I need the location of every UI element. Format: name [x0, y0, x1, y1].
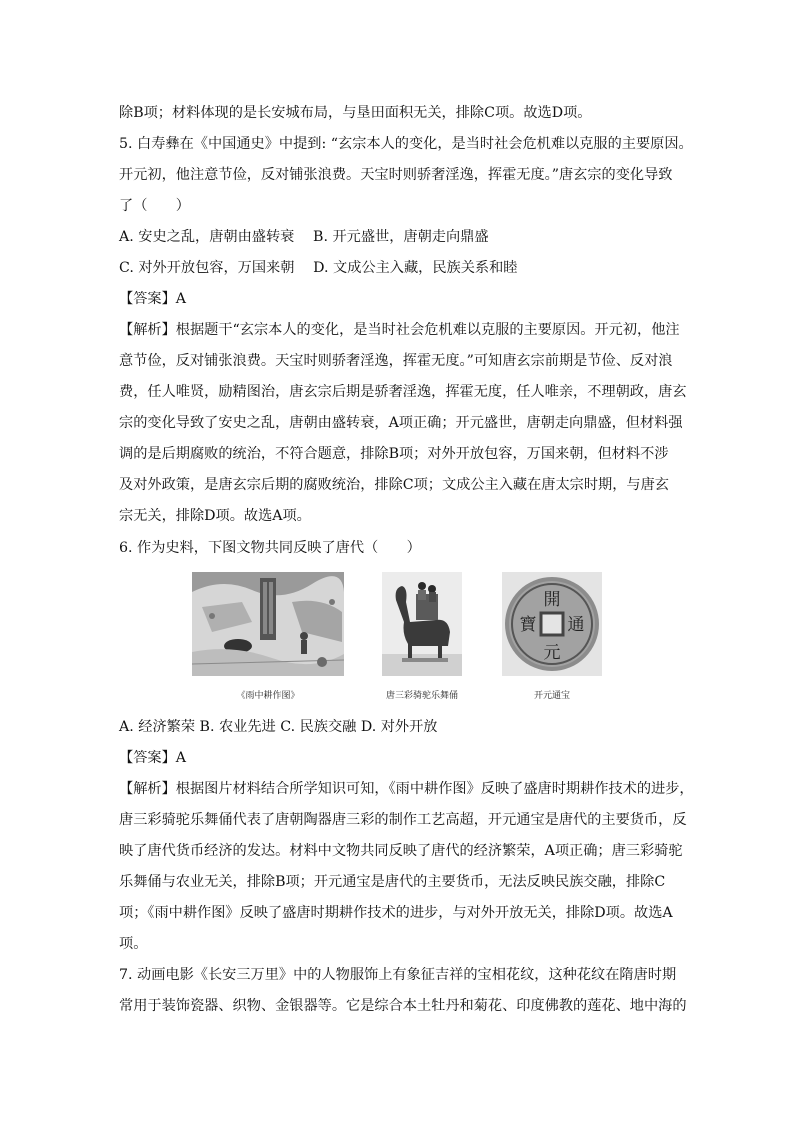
- analysis2-line-3: 映了唐代货币经济的发达。材料中文物共同反映了唐代的经济繁荣，A项正确；唐三彩骑驼: [119, 843, 683, 859]
- text-line-1: 除B项；材料体现的是长安城布局，与垦田面积无关，排除C项。故选D项。: [119, 105, 592, 121]
- question-5-line-2: 开元初，他注意节俭，反对铺张浪费。天宝时则骄奢淫逸，挥霍无度。”唐玄宗的变化导致: [119, 167, 673, 183]
- question-6-line: 6. 作为史料，下图文物共同反映了唐代（ ）: [119, 540, 421, 556]
- analysis2-line-1: 【解析】根据图片材料结合所学知识可知，《雨中耕作图》反映了盛唐时期耕作技术的进步，: [119, 781, 694, 797]
- option-line-ab: A. 安史之乱，唐朝由盛转衰 B. 开元盛世，唐朝走向鼎盛: [119, 229, 489, 245]
- coin-char-bottom: 元: [543, 643, 561, 663]
- answer-label-2: 【答案】A: [119, 750, 186, 766]
- analysis-line-1: 【解析】根据题干“玄宗本人的变化，是当时社会危机难以克服的主要原因。开元初，他注: [119, 322, 680, 338]
- option-line-cd: C. 对外开放包容，万国来朝 D. 文成公主入藏，民族关系和睦: [119, 260, 518, 276]
- kaiyuan-tongbao-coin-image: [502, 572, 602, 676]
- answer-label: 【答案】A: [119, 291, 186, 307]
- analysis2-line-5: 项；《雨中耕作图》反映了盛唐时期耕作技术的进步，与对外开放无关，排除D项。故选A: [119, 905, 673, 921]
- tang-sancai-camel-figurine-image: [382, 572, 462, 676]
- question-6-options: A. 经济繁荣 B. 农业先进 C. 民族交融 D. 对外开放: [119, 719, 438, 735]
- analysis-line-4: 宗的变化导致了安史之乱，唐朝由盛转衰，A项正确；开元盛世，唐朝走向鼎盛，但材料强: [119, 415, 683, 431]
- coin-caption: 开元通宝: [533, 691, 570, 701]
- coin-char-right: 通: [567, 615, 585, 635]
- question-5-line-1: 5. 白寿彝在《中国通史》中提到: “玄宗本人的变化，是当时社会危机难以克服的主要原因。: [119, 136, 693, 152]
- question-7-line-1: 7. 动画电影《长安三万里》中的人物服饰上有象征吉祥的宝相花纹，这种花纹在隋唐时期: [119, 967, 677, 983]
- question-5-line-3: 了（ ）: [119, 198, 190, 214]
- analysis-line-6: 及对外政策，是唐玄宗后期的腐败统治，排除C项；文成公主入藏在唐太宗时期，与唐玄: [119, 477, 669, 493]
- coin-char-left: 寶: [519, 615, 537, 635]
- camel-figurine-caption: 唐三彩骑驼乐舞俑: [385, 691, 458, 701]
- analysis-line-7: 宗无关，排除D项。故选A项。: [119, 508, 311, 524]
- painting-caption: 《雨中耕作图》: [236, 691, 300, 701]
- analysis2-line-4: 乐舞俑与农业无关，排除B项；开元通宝是唐代的主要货币，无法反映民族交融，排除C: [119, 874, 666, 890]
- analysis2-line-6: 项。: [119, 936, 148, 952]
- analysis-line-5: 调的是后期腐败的统治，不符合题意，排除B项；对外开放包容，万国来朝，但材料不涉: [119, 446, 669, 462]
- analysis2-line-2: 唐三彩骑驼乐舞俑代表了唐朝陶器唐三彩的制作工艺高超，开元通宝是唐代的主要货币，反: [119, 812, 687, 828]
- analysis-line-2: 意节俭，反对铺张浪费。天宝时则骄奢淫逸，挥霍无度。”可知唐玄宗前期是节俭、反对浪: [119, 353, 673, 369]
- question-7-line-2: 常用于装饰瓷器、织物、金银器等。它是综合本土牡丹和菊花、印度佛教的莲花、地中海的: [119, 998, 687, 1014]
- analysis-line-3: 费，任人唯贤，励精图治，唐玄宗后期是骄奢淫逸，挥霍无度，任人唯亲，不理朝政，唐玄: [119, 384, 687, 400]
- painting-rain-farming-image: [192, 572, 344, 676]
- coin-char-top: 開: [543, 590, 561, 610]
